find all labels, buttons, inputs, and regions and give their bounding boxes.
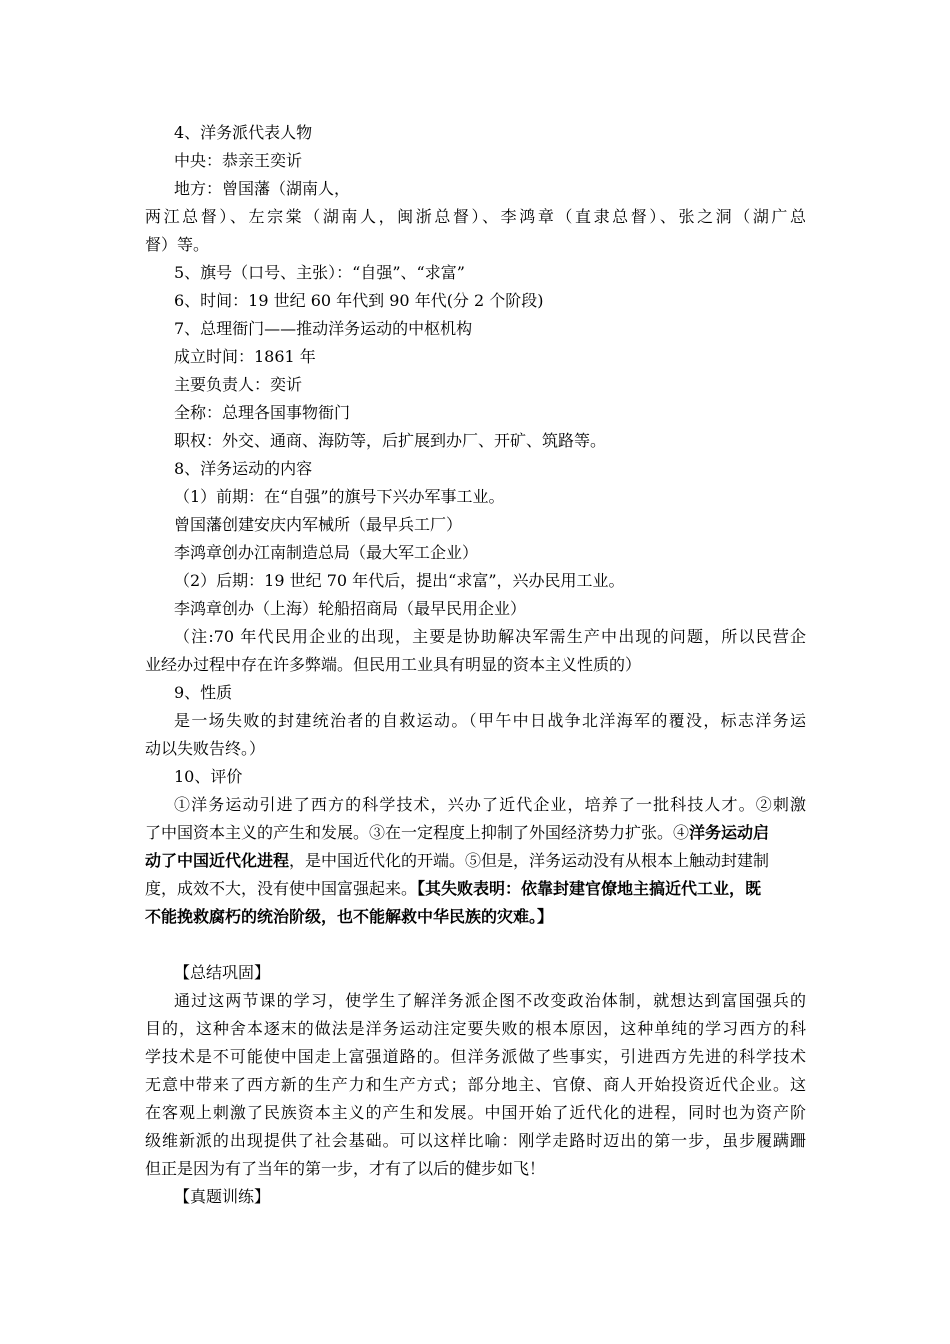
heading-representatives: 4、洋务派代表人物 — [174, 123, 313, 142]
heading-slogan: 5、旗号（口号、主张）：“自强”、“求富” — [174, 263, 465, 282]
text-note: （注:70 年代民用企业的出现，主要是协助解决军需生产中出现的问题，所以民营企 — [174, 627, 806, 646]
heading-nature: 9、性质 — [174, 683, 233, 702]
text-evaluation-3 — [145, 851, 769, 871]
text-evaluation-3-bold: 动了中国近代化进程 — [145, 851, 290, 870]
text-summary-5: 在客观上刺激了民族资本主义的产生和发展。中国开始了近代化的进程，同时也为资产阶 — [145, 1103, 806, 1122]
text-evaluation-4a: 度，成效不大，没有使中国富强起来。 — [145, 879, 418, 898]
text-central: 中央：恭亲王奕䜣 — [174, 151, 303, 170]
text-founded: 成立时间：1861 年 — [174, 347, 316, 366]
text-evaluation-5 — [145, 907, 553, 927]
heading-zongli-yamen: 7、总理衙门——推动洋务运动的中枢机构 — [174, 319, 473, 338]
text-summary-1: 通过这两节课的学习，使学生了解洋务派企图不改变政治体制，就想达到富国强兵的 — [174, 991, 806, 1010]
heading-evaluation: 10、评价 — [174, 767, 243, 786]
text-nature: 是一场失败的封建统治者的自救运动。（甲午中日战争北洋海军的覆没，标志洋务运 — [174, 711, 806, 730]
text-fullname: 全称：总理各国事物衙门 — [174, 403, 351, 422]
text-local: 地方：曾国藩（湖南人， — [174, 179, 351, 198]
text-anqing: 曾国藩创建安庆内军械所（最早兵工厂） — [174, 515, 463, 534]
text-evaluation-2a: 了中国资本主义的产生和发展。③在一定程度上抑制了外国经济势力扩张。④ — [145, 823, 690, 842]
text-evaluation-2-bold: 洋务运动启 — [689, 823, 770, 842]
text-evaluation-3b: ，是中国近代化的开端。⑤但是，洋务运动没有从根本上触动封建制 — [289, 851, 770, 870]
text-evaluation-5-bold: 不能挽救腐朽的统治阶级，也不能解救中华民族的灾难。】 — [145, 907, 554, 926]
text-summary-2: 目的，这种舍本逐末的做法是洋务运动注定要失败的根本原因，这种单纯的学习西方的科 — [145, 1019, 806, 1038]
heading-summary: 【总结巩固】 — [174, 963, 271, 982]
text-evaluation-1: ①洋务运动引进了西方的科学技术，兴办了近代企业，培养了一批科技人才。②刺激 — [174, 795, 806, 814]
text-local-end: 督）等。 — [145, 235, 210, 254]
heading-content: 8、洋务运动的内容 — [174, 459, 313, 478]
text-evaluation-2 — [145, 823, 769, 843]
text-summary-4: 无意中带来了西方新的生产力和生产方式；部分地主、官僚、商人开始投资近代企业。这 — [145, 1075, 806, 1094]
text-summary-7: 但正是因为有了当年的第一步，才有了以后的健步如飞！ — [145, 1159, 546, 1178]
heading-time: 6、时间：19 世纪 60 年代到 90 年代(分 2 个阶段) — [174, 291, 544, 310]
text-late-period: （2）后期：19 世纪 70 年代后，提出“求富”，兴办民用工业。 — [174, 571, 625, 590]
heading-exercises: 【真题训练】 — [174, 1187, 271, 1206]
text-nature-continued: 动以失败告终。） — [145, 739, 266, 758]
text-evaluation-4-bold: 【其失败表明：依靠封建官僚地主搞近代工业，既 — [417, 879, 762, 898]
text-summary-6: 级维新派的出现提供了社会基础。可以这样比喻：刚学走路时迈出的第一步，虽步履蹒跚 — [145, 1131, 806, 1150]
text-merchants: 李鸿章创办（上海）轮船招商局（最早民用企业） — [174, 599, 527, 618]
text-note-continued: 业经办过程中存在许多弊端。但民用工业具有明显的资本主义性质的） — [145, 655, 642, 674]
text-early-period: （1）前期：在“自强”的旗号下兴办军事工业。 — [174, 487, 505, 506]
text-evaluation-4 — [145, 879, 761, 899]
text-duties: 职权：外交、通商、海防等，后扩展到办厂、开矿、筑路等。 — [174, 431, 607, 450]
text-leader: 主要负责人：奕䜣 — [174, 375, 303, 394]
text-summary-3: 学技术是不可能使中国走上富强道路的。但洋务派做了些事实，引进西方先进的科学技术 — [145, 1047, 806, 1066]
text-local-continued: 两江总督）、左宗棠（湖南人，闽浙总督）、李鸿章（直隶总督）、张之洞（湖广总 — [145, 207, 806, 226]
text-jiangnan: 李鸿章创办江南制造总局（最大军工企业） — [174, 543, 479, 562]
